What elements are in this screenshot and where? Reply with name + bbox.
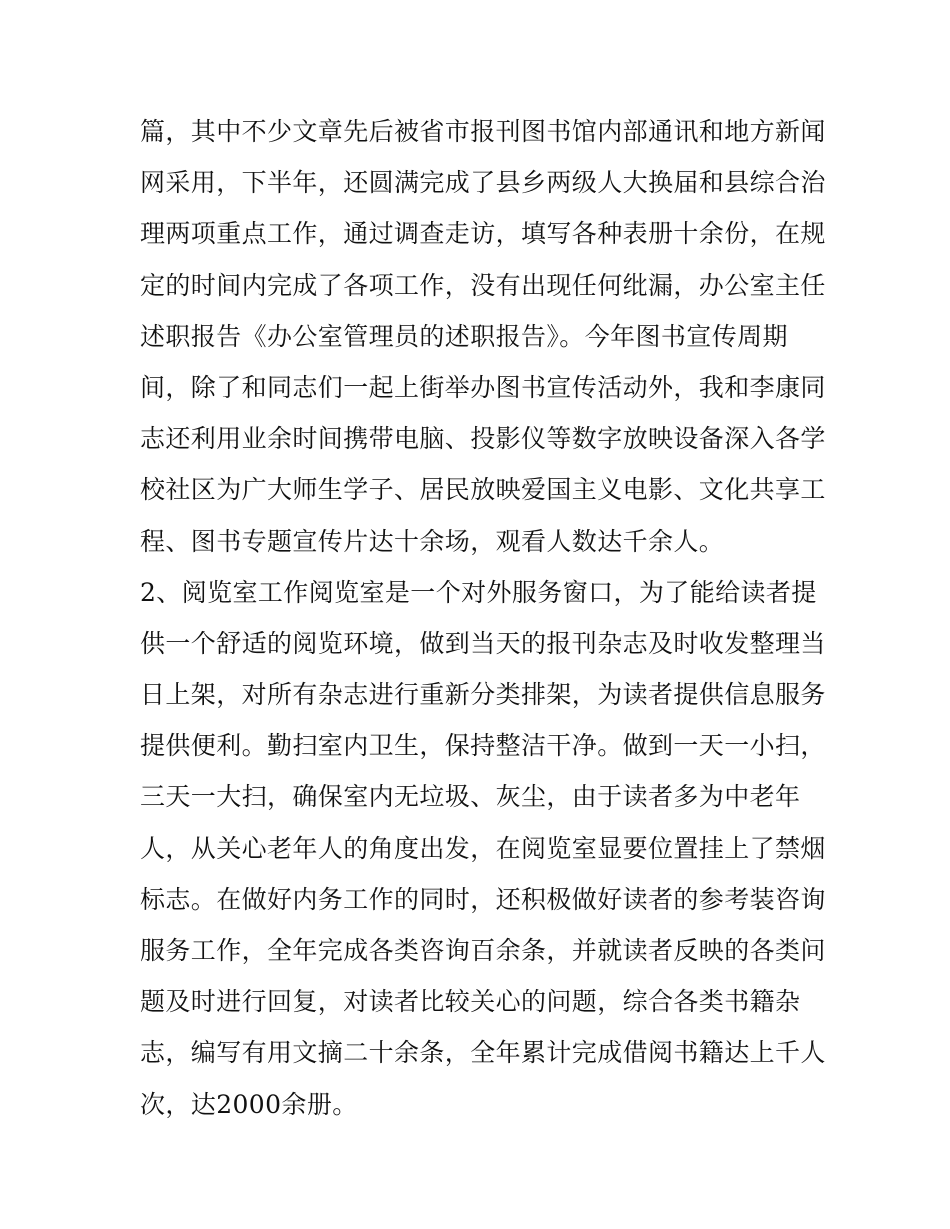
text-line: 服务工作，全年完成各类咨询百余条，并就读者反映的各类问 [140,936,826,965]
text-line: 志还利用业余时间携带电脑、投影仪等数字放映设备深入各学 [140,424,826,454]
text-line: 题及时进行回复，对读者比较关心的问题，综合各类书籍杂 [140,987,801,1017]
text-line: 三天一大扫，确保室内无垃圾、灰尘，由于读者多为中老年 [140,782,801,812]
text-line: 人，从关心老年人的角度出发，在阅览室显要位置挂上了禁烟 [140,833,826,863]
text-line: 网采用，下半年，还圆满完成了县乡两级人大换届和县综合治 [140,168,826,198]
text-line: 篇，其中不少文章先后被省市报刊图书馆内部通讯和地方新闻 [140,117,826,146]
text-line: 述职报告《办公室管理员的述职报告》。今年图书宣传周期 [140,321,788,351]
text-line: 次，达2000余册。 [140,1089,358,1119]
section-heading-line: 2、阅览室工作阅览室是一个对外服务窗口，为了能给读者提 [140,577,817,607]
text-line: 程、图书专题宣传片达十余场，观看人数达千余人。 [140,526,725,556]
text-line: 供一个舒适的阅览环境，做到当天的报刊杂志及时收发整理当 [140,628,826,658]
text-line: 日上架，对所有杂志进行重新分类排架，为读者提供信息服务 [140,680,826,710]
text-line: 志，编写有用文摘二十余条，全年累计完成借阅书籍达上千人 [140,1038,826,1068]
text-line: 校社区为广大师生学子、居民放映爱国主义电影、文化共享工 [140,475,826,505]
text-line: 间，除了和同志们一起上街举办图书宣传活动外，我和李康同 [140,372,826,402]
document-body [140,106,830,1130]
text-line: 标志。在做好内务工作的同时，还积极做好读者的参考装咨询 [140,884,826,914]
text-line: 理两项重点工作，通过调查走访，填写各种表册十余份，在规 [140,219,826,249]
text-line: 定的时间内完成了各项工作，没有出现任何纰漏，办公室主任 [140,270,826,300]
text-line: 提供便利。勤扫室内卫生，保持整洁干净。做到一天一小扫， [140,731,826,761]
